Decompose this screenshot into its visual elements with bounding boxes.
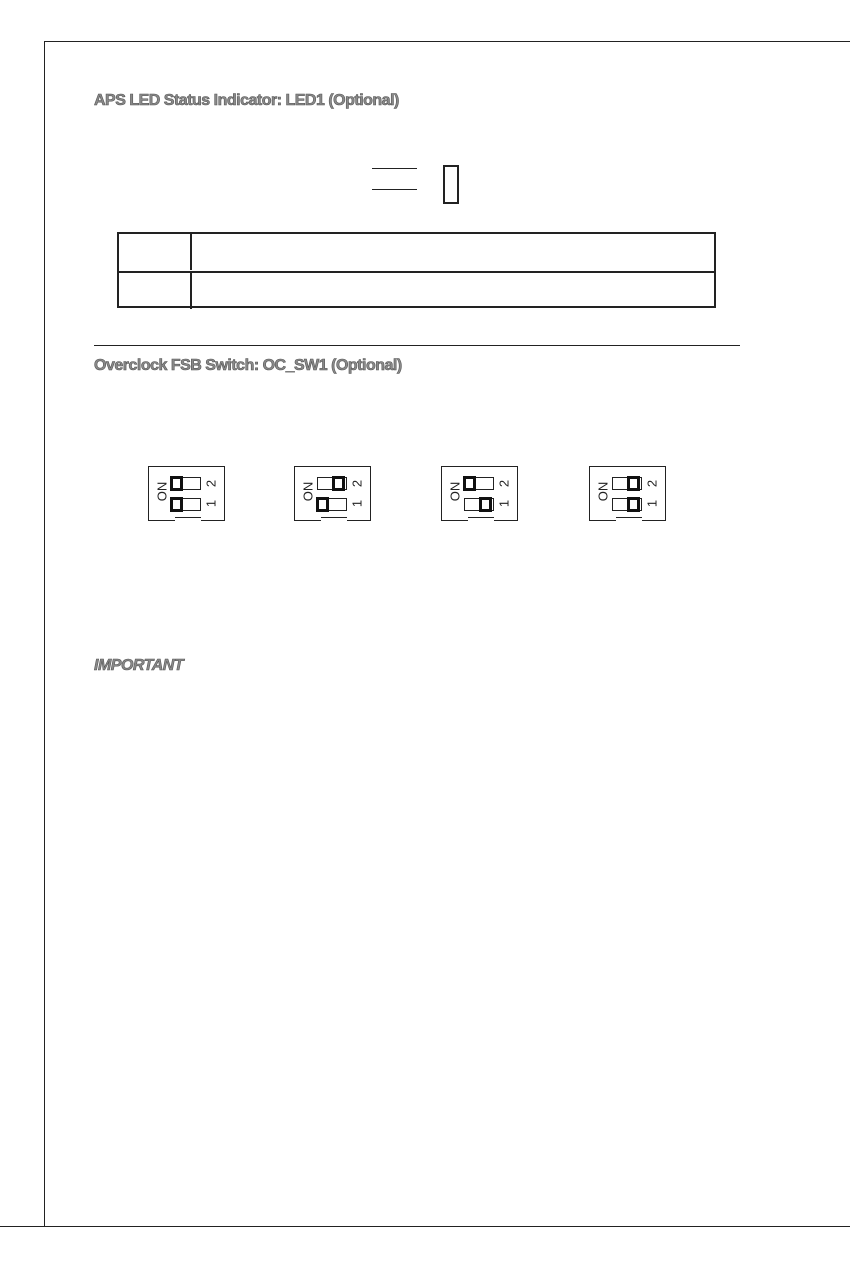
ocfsb-section-heading: Overclock FSB Switch: OC_SW1 (Optional) [94,357,402,374]
switch-slot [317,498,347,511]
led-pin-line-top [372,168,417,169]
switch-knob-icon [170,476,183,491]
switch-on-label: ON [595,481,611,502]
switch-knob-icon [463,476,476,491]
dip-switch-diagram [294,466,371,521]
table-cell [119,273,192,309]
led-pin-line-bottom [372,189,417,190]
switch-number-label: 2 [349,479,365,488]
switch-knob-icon [627,497,640,512]
dip-switch-diagram [441,466,518,521]
page-frame-top-rule [44,41,850,42]
switch-notch [468,517,494,521]
switch-notch [616,517,642,521]
switch-on-label: ON [447,481,463,502]
switch-slot [171,498,201,511]
led-status-table [117,232,716,308]
switch-knob-icon [170,497,183,512]
switch-slot [612,477,642,490]
switch-number-label: 2 [644,479,660,488]
page-frame-bottom-rule [0,1226,850,1227]
section-divider [94,345,740,346]
switch-slot [464,477,494,490]
switch-slot [171,477,201,490]
table-cell [119,234,192,270]
switch-number-label: 2 [496,479,512,488]
switch-slot [612,498,642,511]
table-cell [192,234,714,270]
switch-knob-icon [627,476,640,491]
switch-knob-icon [316,497,329,512]
switch-number-label: 1 [203,499,219,508]
led1-connector-icon [443,165,459,204]
dip-switch-diagram [148,466,225,521]
switch-number-label: 1 [644,499,660,508]
led-section-heading: APS LED Status Indicator: LED1 (Optional) [94,92,399,109]
switch-notch [321,517,347,521]
table-cell [192,273,714,309]
switch-slot [317,477,347,490]
switch-slot [464,498,494,511]
dip-switch-diagram [589,466,666,521]
switch-notch [175,517,201,521]
switch-knob-icon [332,476,345,491]
page-frame-left-rule [44,41,45,1226]
switch-on-label: ON [300,481,316,502]
switch-on-label: ON [154,481,170,502]
table-row [119,271,714,309]
table-row [119,234,714,270]
switch-number-label: 2 [203,479,219,488]
switch-number-label: 1 [496,499,512,508]
switch-knob-icon [479,497,492,512]
switch-number-label: 1 [349,499,365,508]
important-heading: IMPORTANT [94,657,184,674]
